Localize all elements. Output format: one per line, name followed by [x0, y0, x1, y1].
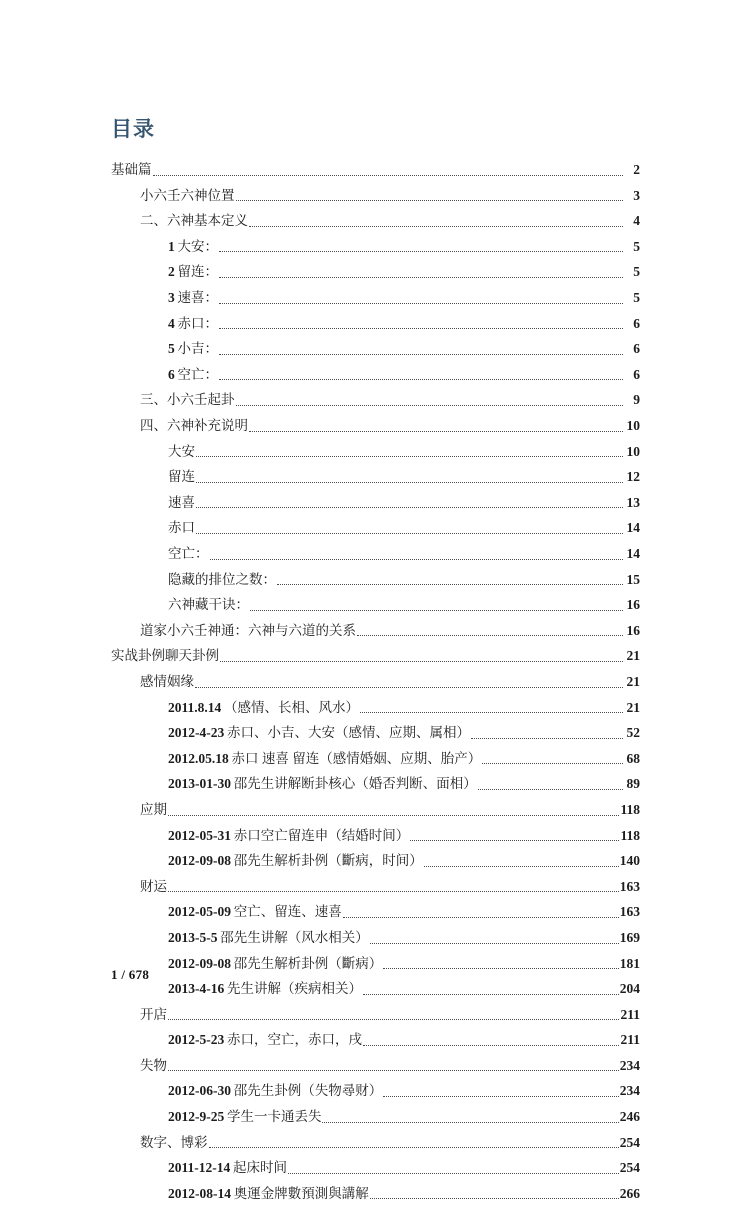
toc-entry-text: 留连： — [177, 264, 218, 280]
toc-leader-dots — [196, 464, 623, 490]
toc-entry[interactable] — [111, 925, 640, 951]
toc-entry-text: 赤口、小吉、大安（感情、应期、属相） — [226, 725, 470, 741]
toc-page-number: 5 — [633, 264, 640, 280]
toc-entry-label — [168, 1027, 363, 1053]
toc-entry[interactable] — [111, 592, 640, 618]
toc-entry[interactable] — [111, 746, 640, 772]
toc-entry[interactable] — [111, 1181, 640, 1206]
toc-entry[interactable] — [111, 362, 640, 388]
toc-entry[interactable] — [111, 490, 640, 516]
toc-leader-dots — [168, 1002, 619, 1028]
toc-entry-text: 留连 — [168, 469, 195, 485]
toc-entry[interactable] — [111, 1053, 640, 1079]
toc-leader-dots — [153, 157, 624, 183]
toc-entry-text: 实战卦例聊天卦例 — [111, 648, 219, 664]
toc-entry[interactable] — [111, 541, 640, 567]
toc-entry-text: 奧運金牌數預測與講解 — [233, 1185, 369, 1201]
toc-entry-text: 六神藏干诀： — [168, 597, 249, 613]
toc-leader-dots — [210, 541, 624, 567]
toc-entry-text: 邵先生解析卦例（斷病） — [233, 955, 383, 971]
toc-entry-text: 道家小六壬神通：六神与六道的关系 — [140, 622, 356, 638]
toc-entry-text: 起床时间 — [232, 1160, 287, 1176]
toc-leader-dots — [196, 515, 623, 541]
toc-entry-prefix: 2012-09-08 — [168, 853, 231, 869]
toc-leader-dots — [424, 848, 619, 874]
toc-page-number: 118 — [620, 827, 640, 843]
toc-entry-text: 失物 — [140, 1057, 167, 1073]
toc-leader-dots — [168, 874, 619, 900]
toc-leader-dots — [219, 311, 623, 337]
toc-entry[interactable] — [111, 669, 640, 695]
toc-entry-text: 基础篇 — [111, 162, 152, 178]
toc-entry-label — [168, 362, 219, 388]
toc-entry-text: 赤口 速喜 留连（感情婚姻、应期、胎产） — [231, 750, 482, 766]
toc-entry-label — [140, 1130, 209, 1156]
toc-page-number: 234 — [619, 1057, 640, 1073]
toc-entry[interactable] — [111, 720, 640, 746]
toc-entry-label — [168, 490, 196, 516]
toc-entry-text: 速喜： — [177, 290, 218, 306]
toc-page-number: 21 — [626, 673, 640, 689]
toc-entry-label — [168, 695, 360, 721]
toc-page-number: 15 — [626, 571, 640, 587]
toc-entry[interactable] — [111, 823, 640, 849]
toc-entry-text: 速喜 — [168, 494, 195, 510]
toc-page-number: 118 — [620, 801, 640, 817]
toc-page-number: 211 — [620, 1006, 640, 1022]
toc-page-number: 9 — [633, 392, 640, 408]
toc-entry-text: 三、小六壬起卦 — [140, 392, 235, 408]
toc-entry-label — [140, 797, 168, 823]
toc-entry[interactable] — [111, 848, 640, 874]
toc-page-number: 10 — [626, 418, 640, 434]
toc-entry-prefix: 2012-06-30 — [168, 1083, 231, 1099]
toc-entry-label — [168, 1104, 322, 1130]
toc-entry-label — [140, 413, 249, 439]
toc-leader-dots — [219, 285, 623, 311]
toc-list — [111, 157, 641, 1206]
toc-entry-prefix: 2012-05-31 — [168, 827, 231, 843]
toc-page-number: 246 — [619, 1109, 640, 1125]
toc-entry-label — [140, 1053, 168, 1079]
toc-entry[interactable] — [111, 567, 640, 593]
toc-page-number: 6 — [633, 366, 640, 382]
toc-page-number: 6 — [633, 341, 640, 357]
toc-entry-text: 大安： — [177, 238, 218, 254]
toc-entry-text: 邵先生讲解断卦核心（婚否判断、面相） — [233, 776, 477, 792]
toc-entry[interactable] — [111, 285, 640, 311]
toc-page-number: 163 — [619, 878, 640, 894]
toc-entry[interactable] — [111, 1078, 640, 1104]
toc-leader-dots — [370, 925, 619, 951]
toc-entry-prefix: 2011.8.14 — [168, 699, 222, 715]
toc-entry-prefix: 2012-08-14 — [168, 1185, 231, 1201]
toc-leader-dots — [219, 362, 623, 388]
toc-entry-text: 先生讲解（疾病相关） — [226, 981, 362, 997]
toc-entry-text: 应期 — [140, 801, 167, 817]
toc-entry-prefix: 2012.05.18 — [168, 750, 229, 766]
toc-entry-text: 感情姻缘 — [140, 673, 194, 689]
toc-leader-dots — [410, 823, 619, 849]
toc-entry-text: 数字、博彩 — [140, 1134, 208, 1150]
toc-entry-label — [168, 951, 383, 977]
toc-leader-dots — [168, 1053, 619, 1079]
toc-entry-label — [168, 439, 196, 465]
toc-entry[interactable] — [111, 183, 640, 209]
toc-leader-dots — [196, 490, 623, 516]
toc-entry-label — [168, 771, 478, 797]
toc-entry[interactable] — [111, 336, 640, 362]
toc-entry-label — [140, 669, 195, 695]
toc-entry-text: 大安 — [168, 443, 195, 459]
toc-page-number: 163 — [619, 904, 640, 920]
toc-entry[interactable] — [111, 157, 640, 183]
toc-entry-label — [168, 1155, 288, 1181]
toc-entry-text: 邵先生解析卦例（斷病，时间） — [233, 853, 423, 869]
toc-entry-text: 财运 — [140, 878, 167, 894]
toc-page-number: 169 — [619, 929, 640, 945]
toc-entry-label — [168, 976, 363, 1002]
toc-page-number: 21 — [626, 699, 640, 715]
toc-leader-dots — [249, 413, 623, 439]
toc-entry-label — [168, 592, 250, 618]
toc-entry-text: 赤口 — [168, 520, 195, 536]
toc-entry-label — [140, 874, 168, 900]
toc-entry-text: 二、六神基本定义 — [140, 213, 248, 229]
toc-leader-dots — [357, 618, 623, 644]
toc-leader-dots — [168, 797, 619, 823]
toc-entry[interactable] — [111, 643, 640, 669]
toc-page-number: 13 — [626, 494, 640, 510]
toc-entry-label — [111, 157, 153, 183]
toc-entry-prefix: 6 — [168, 366, 175, 382]
toc-page-number: 3 — [633, 187, 640, 203]
toc-page-number: 254 — [619, 1134, 640, 1150]
toc-entry[interactable] — [111, 208, 640, 234]
toc-entry-label — [168, 823, 410, 849]
toc-entry[interactable] — [111, 387, 640, 413]
toc-leader-dots — [363, 1027, 620, 1053]
toc-entry[interactable] — [111, 771, 640, 797]
toc-leader-dots — [383, 951, 619, 977]
toc-entry-prefix: 2011-12-14 — [168, 1160, 231, 1176]
toc-leader-dots — [250, 592, 623, 618]
toc-entry-label — [168, 285, 219, 311]
toc-entry-text: 空亡、留连、速喜 — [233, 904, 342, 920]
toc-entry[interactable] — [111, 464, 640, 490]
toc-entry-text: 开店 — [140, 1006, 167, 1022]
toc-entry-text: 邵先生卦例（失物尋财） — [233, 1083, 383, 1099]
toc-leader-dots — [383, 1078, 619, 1104]
toc-page-number: 211 — [620, 1032, 640, 1048]
toc-leader-dots — [482, 746, 623, 772]
toc-entry-text: 学生一卡通丢失 — [226, 1109, 322, 1125]
toc-entry-label — [168, 899, 343, 925]
toc-entry-label — [168, 925, 370, 951]
toc-entry-label — [111, 643, 220, 669]
toc-entry[interactable] — [111, 899, 640, 925]
toc-leader-dots — [209, 1130, 619, 1156]
toc-entry-label — [168, 1078, 383, 1104]
toc-entry-text: 空亡： — [168, 546, 209, 561]
toc-page-number: 21 — [626, 648, 640, 664]
toc-page-number: 5 — [633, 290, 640, 306]
toc-page-number: 16 — [626, 622, 640, 638]
toc-entry-text: 小六壬六神位置 — [140, 187, 235, 203]
toc-entry-label — [168, 464, 196, 490]
toc-entry-label — [168, 567, 277, 593]
toc-entry-label — [140, 183, 236, 209]
toc-entry-label — [140, 208, 249, 234]
toc-page-number: 14 — [626, 520, 640, 536]
toc-entry[interactable] — [111, 515, 640, 541]
toc-entry-text: 四、六神补充说明 — [140, 418, 248, 434]
toc-entry-label — [140, 387, 236, 413]
toc-entry-label — [168, 515, 196, 541]
toc-page-number: 10 — [626, 443, 640, 459]
toc-entry-prefix: 2012-9-25 — [168, 1109, 225, 1125]
toc-entry-text: 赤口： — [177, 315, 218, 331]
toc-entry-prefix: 2012-09-08 — [168, 955, 231, 971]
toc-entry-prefix: 2012-05-09 — [168, 904, 231, 920]
toc-leader-dots — [220, 643, 623, 669]
toc-entry-label — [168, 336, 219, 362]
toc-page-number: 254 — [619, 1160, 640, 1176]
toc-entry-text: 赤口，空亡，赤口，戌 — [226, 1032, 362, 1048]
toc-page-number: 5 — [633, 238, 640, 254]
toc-leader-dots — [478, 771, 623, 797]
toc-page-number: 14 — [626, 546, 640, 561]
toc-page-number: 204 — [619, 981, 640, 997]
toc-leader-dots — [196, 439, 623, 465]
toc-page-number: 266 — [619, 1185, 640, 1201]
toc-entry-prefix: 3 — [168, 290, 175, 306]
toc-entry-label — [140, 1002, 168, 1028]
toc-entry-prefix: 2013-01-30 — [168, 776, 231, 792]
toc-leader-dots — [195, 669, 623, 695]
toc-leader-dots — [360, 695, 623, 721]
toc-entry[interactable] — [111, 1027, 640, 1053]
toc-entry[interactable] — [111, 413, 640, 439]
toc-entry-label — [168, 746, 482, 772]
toc-entry[interactable] — [111, 797, 640, 823]
toc-leader-dots — [219, 234, 623, 260]
toc-entry-text: 隐藏的排位之数： — [168, 571, 276, 587]
toc-leader-dots — [322, 1104, 618, 1130]
toc-leader-dots — [277, 567, 623, 593]
toc-leader-dots — [219, 336, 623, 362]
toc-entry[interactable] — [111, 976, 640, 1002]
toc-entry[interactable] — [111, 439, 640, 465]
toc-entry-prefix: 2 — [168, 264, 175, 280]
toc-entry-label — [168, 311, 219, 337]
toc-entry-prefix: 5 — [168, 341, 175, 357]
toc-leader-dots — [219, 259, 623, 285]
toc-entry-prefix: 1 — [168, 238, 175, 254]
toc-page-number: 52 — [626, 725, 640, 741]
toc-entry[interactable] — [111, 259, 640, 285]
toc-entry[interactable] — [111, 1002, 640, 1028]
toc-container — [111, 118, 641, 1206]
toc-entry[interactable] — [111, 874, 640, 900]
toc-entry[interactable] — [111, 234, 640, 260]
toc-leader-dots — [363, 976, 619, 1002]
toc-leader-dots — [236, 387, 624, 413]
toc-page-number: 16 — [626, 597, 640, 613]
toc-page-number: 6 — [633, 315, 640, 331]
toc-entry-label — [168, 720, 471, 746]
toc-page-number: 12 — [626, 469, 640, 485]
toc-page-number: 68 — [626, 750, 640, 766]
toc-entry-text: （感情、长相、风水） — [223, 699, 359, 715]
toc-entry-prefix: 2013-4-16 — [168, 981, 225, 997]
toc-entry[interactable] — [111, 1104, 640, 1130]
toc-entry-prefix: 2012-5-23 — [168, 1032, 225, 1048]
page-title: 目录 — [111, 117, 155, 141]
toc-entry-text: 赤口空亡留连申（结婚时间） — [233, 827, 410, 843]
toc-entry-label — [168, 1181, 370, 1206]
toc-entry-label — [168, 848, 424, 874]
toc-leader-dots — [236, 183, 624, 209]
toc-page-number: 181 — [619, 955, 640, 971]
toc-page-number: 89 — [626, 776, 640, 792]
toc-entry-label — [140, 618, 357, 644]
toc-leader-dots — [288, 1155, 619, 1181]
toc-page-number: 2 — [633, 162, 640, 178]
toc-entry-prefix: 2013-5-5 — [168, 929, 218, 945]
toc-entry[interactable] — [111, 1130, 640, 1156]
toc-leader-dots — [471, 720, 623, 746]
toc-page-number: 234 — [619, 1083, 640, 1099]
toc-entry-label — [168, 259, 219, 285]
toc-entry-text: 空亡： — [177, 366, 218, 382]
toc-entry-label — [168, 541, 210, 567]
toc-entry[interactable] — [111, 695, 640, 721]
page-footer: 1 / 678 — [111, 967, 150, 982]
toc-entry[interactable] — [111, 1155, 640, 1181]
toc-page-number: 4 — [633, 213, 640, 229]
toc-leader-dots — [370, 1181, 619, 1206]
toc-entry-text: 小吉： — [177, 341, 218, 357]
toc-entry[interactable] — [111, 618, 640, 644]
toc-entry-label — [168, 234, 219, 260]
toc-entry-text: 邵先生讲解（风水相关） — [220, 929, 369, 945]
toc-page-number: 140 — [619, 853, 640, 869]
toc-entry-prefix: 2012-4-23 — [168, 725, 225, 741]
toc-entry[interactable] — [111, 951, 640, 977]
toc-entry[interactable] — [111, 311, 640, 337]
toc-leader-dots — [249, 208, 623, 234]
toc-entry-prefix: 4 — [168, 315, 175, 331]
toc-leader-dots — [343, 899, 619, 925]
